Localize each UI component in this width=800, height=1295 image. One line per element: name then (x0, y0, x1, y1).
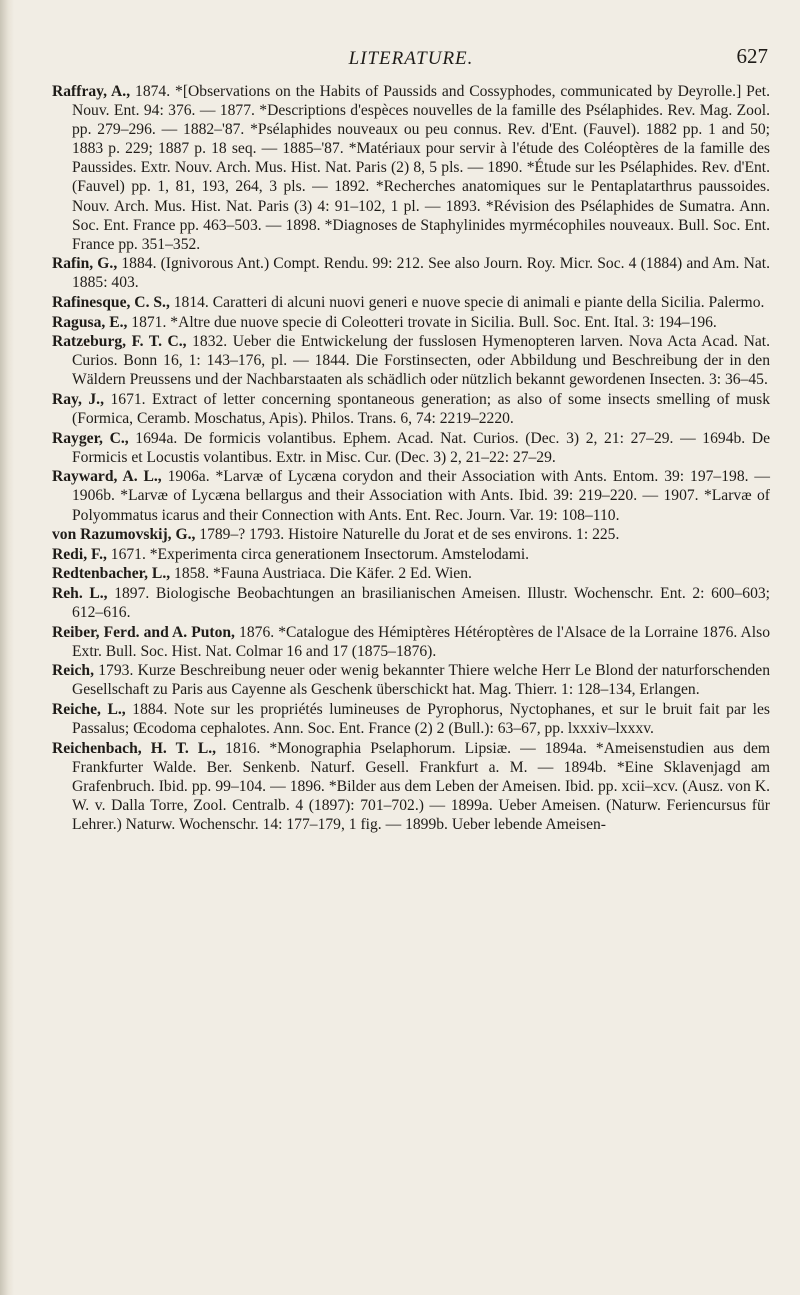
entry-author: Reiche, L., (52, 701, 126, 718)
entry-text: 1876. *Catalogue des Hémiptères Hétéroptères de l'Alsace de la Lorraine 1876. Also Extr. Bull. Soc. Hist. Nat. Colmar 16 and 17 (1875–1876). (72, 623, 770, 660)
bibliography-entry (52, 293, 770, 312)
entry-author: Raffray, A., (52, 83, 131, 100)
entry-author: Redtenbacher, L., (52, 565, 171, 583)
entry-author: Redi, F., (52, 545, 107, 563)
bibliography-entry (52, 661, 770, 699)
bibliography-entry (52, 623, 770, 661)
bibliography-entry (52, 739, 770, 834)
entry-author: Rafin, G., (52, 255, 118, 273)
bibliography-entry (52, 584, 770, 622)
bibliography-entry (52, 332, 770, 389)
bibliography-list (52, 82, 770, 834)
book-page (52, 40, 770, 835)
bibliography-entry (52, 390, 770, 428)
entry-author: Reich, (52, 662, 95, 680)
bibliography-entry (52, 564, 770, 583)
entry-text: 1884. Note sur les propriétés lumineuses de Pyrophorus, Nyctophanes, et sur le bruit fait par les Passalus; Œcodoma cephalotes. Ann. Soc. Ent. France (2) 2 (Bull.): 63–67, pp. lxxxiv–lxxxv. (72, 701, 770, 738)
entry-author: Rayger, C., (52, 429, 129, 447)
entry-author: Ragusa, E., (52, 313, 128, 331)
entry-author: Ray, J., (52, 391, 104, 408)
entry-text: 1871. *Altre due nuove specie di Coleotteri trovate in Sicilia. Bull. Soc. Ent. Ital. 3: 194–196. (127, 313, 717, 331)
entry-text: 1814. Caratteri di alcuni nuovi generi e nuove specie di animali e piante della Sicilia. Palermo. (169, 294, 765, 312)
entry-text: 1816. *Monographia Pselaphorum. Lipsiæ. — 1894a. *Ameisenstudien aus dem Frankfurter Walde. Ber. Senkenb. Naturf. Gesell. Frankfurt a. M. — 1894b. *Eine Sklavenjagd am Grafenbruch. Ibid. pp. 99–104. — 1896. *Bilder aus dem Leben der Ameisen. Ibid. pp. xcii–xcv. (Ausz. von K. W. v. Dalla Torre, Zool. Centralb. 4 (1897): 701–702.) — 1899a. Ueber Ameisen. (Naturw. Feriencursus für Lehrer.) Naturw. Wochenschr. 14: 177–179, 1 fig. — 1899b. Ueber lebende Ameisen- (72, 739, 770, 834)
entry-text: 1694a. De formicis volantibus. Ephem. Acad. Nat. Curios. (Dec. 3) 2, 21: 27–29. — 1694b. De Formicis et Locustis volantibus. Extr. in Misc. Cur. (Dec. 3) 2, 21–22: 27–29. (72, 429, 771, 466)
entry-text: 1874. *[Observations on the Habits of Paussids and Cossyphodes, communicated by Deyrolle.] Pet. Nouv. Ent. 94: 376. — 1877. *Descriptions d'espèces nouvelles de la famille des Psélaphides. Rev. Mag. Zool. pp. 279–296. — 1882–'87. *Psélaphides nouveaux ou peu connus. Rev. d'Ent. (Fauvel). 1882 pp. 1 and 50; 1883 p. 229; 1887 p. 18 seq. — 1885–'87. *Matériaux pour servir à l'étude des Coléoptères de la famille des Paussides. Extr. Nouv. Arch. Mus. Hist. Nat. Paris (2) 8, 5 pls. — 1890. *Étude sur les Psélaphides. Rev. d'Ent. (Fauvel) pp. 1, 81, 193, 264, 3 pls. — 1892. *Recherches anatomiques sur le Pentaplatarthrus paussoides. Nouv. Arch. Mus. Hist. Nat. Paris (3) 4: 91–102, 1 pl. — 1893. *Révision des Psélaphides de Sumatra. Ann. Soc. Ent. France pp. 463–503. — 1898. *Diagnoses de Staphylinides myrmécophiles nouveaux. Bull. Soc. Ent. France pp. 351–352. (72, 83, 770, 253)
page-number: 627 (736, 44, 768, 68)
bibliography-entry (52, 82, 770, 254)
entry-author: Reh. L., (52, 584, 108, 602)
entry-text: 1884. (Ignivorous Ant.) Compt. Rendu. 99: 212. See also Journ. Roy. Micr. Soc. 4 (1884) and Am. Nat. 1885: 403. (72, 255, 770, 292)
entry-author: Reiber, Ferd. and A. Puton, (52, 623, 235, 641)
entry-author: Rafinesque, C. S., (52, 294, 170, 312)
bibliography-entry (52, 429, 770, 467)
entry-text: 1897. Biologische Beobachtungen an brasilianischen Ameisen. Illustr. Wochenschr. Ent. 2: 600–603; 612–616. (72, 584, 770, 622)
running-title: LITERATURE. (348, 48, 474, 69)
bibliography-entry (52, 525, 770, 544)
entry-text: 1793. Kurze Beschreibung neuer oder wenig bekannter Thiere welche Herr Le Blond der naturforschenden Gesellschaft zu Paris aus Cayenne als Geschenk überschickt hat. Mag. Thierr. 1: 128–134, Erlangen. (72, 662, 770, 699)
entry-author: Ratzeburg, F. T. C., (52, 333, 187, 351)
entry-text: 1832. Ueber die Entwickelung der fusslosen Hymenopteren larven. Nova Acta Acad. Nat. Curios. Bonn 16, 1: 143–176, pl. — 1844. Die Forstinsecten, oder Abbildung und Beschreibung der in den Wäldern Preussens und der Nachbarstaaten als schädlich oder nützlich bekannt gewordenen Insecten. 3: 36–45. (72, 333, 770, 389)
entry-text: 1858. *Fauna Austriaca. Die Käfer. 2 Ed. Wien. (170, 565, 472, 583)
entry-author: von Razumovskij, G., (52, 526, 196, 544)
page-header (52, 40, 770, 82)
bibliography-entry (52, 313, 770, 332)
entry-author: Rayward, A. L., (52, 468, 162, 486)
book-gutter-shadow (0, 0, 14, 1295)
bibliography-entry (52, 467, 770, 524)
bibliography-entry (52, 545, 770, 564)
entry-text: 1789–? 1793. Histoire Naturelle du Jorat et de ses environs. 1: 225. (195, 526, 620, 544)
entry-author: Reichenbach, H. T. L., (52, 739, 217, 757)
entry-text: 1671. Extract of letter concerning spontaneous generation; as also of some insects smelling of musk (Formica, Ceramb. Moschatus, Apis). Philos. Trans. 6, 74: 2219–2220. (72, 391, 770, 428)
entry-text: 1906a. *Larvæ of Lycæna corydon and their Association with Ants. Entom. 39: 197–198. — 1906b. *Larvæ of Lycæna bellargus and their Association with Ants. Ibid. 39: 219–220. — 1907. *Larvæ of Polyommatus icarus and their Connection with Ants. Ent. Rec. Journ. Var. 19: 108–110. (72, 468, 770, 524)
bibliography-entry (52, 254, 770, 292)
entry-text: 1671. *Experimenta circa generationem Insectorum. Amstelodami. (106, 545, 530, 563)
bibliography-entry (52, 700, 770, 738)
